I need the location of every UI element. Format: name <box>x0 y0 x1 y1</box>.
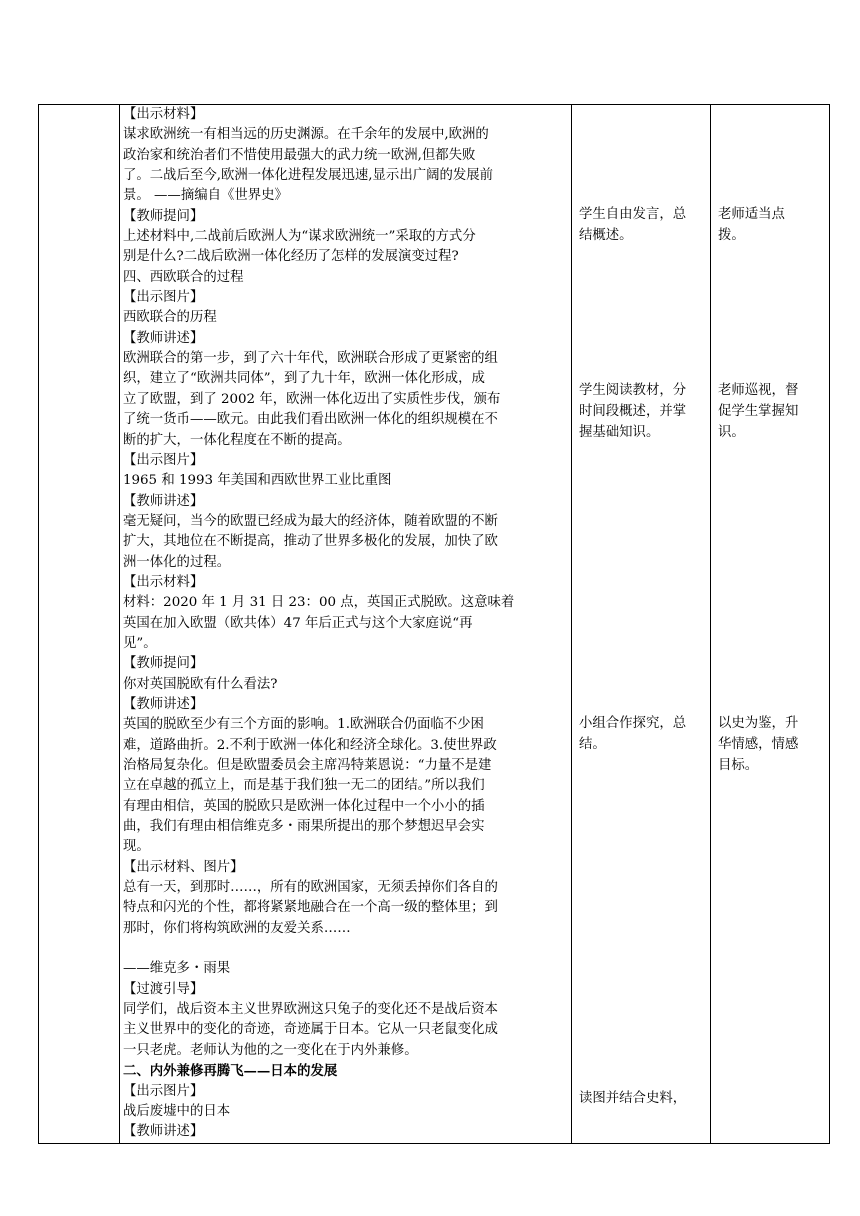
text-line: 【出示材料】 <box>123 107 204 122</box>
text-line: 【教师讲述】 <box>123 696 204 712</box>
section-heading: 二、内外兼修再腾飞——日本的发展 <box>123 1063 338 1080</box>
text-line: 时间段概述，并掌 <box>579 404 687 419</box>
text-line: 立在卓越的孤立上，而是基于我们独一无二的团结。”所以我们 <box>123 778 485 794</box>
text-line: 以史为鉴，升 <box>718 716 799 731</box>
text-line: 总有一天，到那时……，所有的欧洲国家，无须丢掉你们各自的 <box>123 880 498 896</box>
text-line: 华情感，情感 <box>718 737 799 752</box>
text-line: 【教师讲述】 <box>123 1124 204 1140</box>
text-line: 一只老虎。老师认为他的之一变化在于内外兼修。 <box>123 1042 418 1058</box>
text-line: 【教师提问】 <box>123 208 204 224</box>
text-line: 【出示图片】 <box>123 1083 204 1099</box>
teaching-content-cell <box>120 105 572 1144</box>
text-line: 政治家和统治者们不惜使用最强大的武力统一欧洲,但都失败 <box>123 147 476 163</box>
lesson-plan-table <box>38 104 830 1144</box>
text-line: 学生自由发言，总 <box>579 207 687 222</box>
text-line: 拨。 <box>718 228 745 243</box>
text-line: 读图并结合史料， <box>579 1091 687 1106</box>
text-line: 同学们，战后资本主义世界欧洲这只兔子的变化还不是战后资本 <box>123 1002 498 1018</box>
text-line: 洲一体化的过程。 <box>123 554 231 570</box>
text-line: 战后废墟中的日本 <box>123 1103 231 1119</box>
text-line: 织，建立了“欧洲共同体”，到了九十年，欧洲一体化形成，成 <box>123 371 485 387</box>
teacher-activity-2 <box>718 380 825 443</box>
text-line: 【出示图片】 <box>123 290 204 306</box>
text-line: 有理由相信，英国的脱欧只是欧洲一体化过程中一个小小的插 <box>123 798 485 814</box>
text-line: 小组合作探究，总 <box>579 716 687 731</box>
text-line: 结。 <box>579 737 606 752</box>
text-line: 景。 ——摘编自《世界史》 <box>123 188 288 204</box>
text-line: 扩大，其地位在不断提高，推动了世界多极化的发展，加快了欧 <box>123 534 498 550</box>
text-line: 毫无疑问，当今的欧盟已经成为最大的经济体，随着欧盟的不断 <box>123 513 498 529</box>
text-line: 那时，你们将构筑欧洲的友爱关系…… <box>123 920 351 936</box>
text-line: 治格局复杂化。但是欧盟委员会主席冯特莱恩说：“力量不是建 <box>123 758 492 773</box>
text-line: 【出示材料】 <box>123 574 204 590</box>
text-line: 老师适当点 <box>718 207 785 222</box>
text-line: 学生阅读教材，分 <box>579 383 687 398</box>
text-line: 了。二战后至今,欧洲一体化进程发展迅速,显示出广阔的发展前 <box>123 168 494 184</box>
teacher-activity-1 <box>718 204 825 246</box>
text-line: 【教师讲述】 <box>123 330 204 346</box>
text-line: 【出示材料、图片】 <box>123 859 244 875</box>
student-activity-2 <box>579 380 706 443</box>
text-line: 【过渡引导】 <box>123 981 204 997</box>
text-line: 【教师讲述】 <box>123 493 204 509</box>
text-line: 四、西欧联合的过程 <box>123 269 244 285</box>
text-line: 识。 <box>718 425 745 440</box>
text-line: 曲，我们有理由相信维克多・雨果所提出的那个梦想迟早会实 <box>123 819 485 835</box>
text-line: 老师巡视，督 <box>718 383 799 398</box>
text-line: 难，道路曲折。2.不利于欧洲一体化和经济全球化。3.使世界政 <box>123 737 497 753</box>
text-line: 别是什么?二战后欧洲一体化经历了怎样的发展演变过程? <box>123 249 459 265</box>
text-line: 见”。 <box>123 635 157 651</box>
text-line: 了统一货币——欧元。由此我们看出欧洲一体化的组织规模在不 <box>123 412 498 428</box>
text-line: 特点和闪光的个性，都将紧紧地融合在一个高一级的整体里；到 <box>123 900 498 916</box>
text-line: 结概述。 <box>579 228 633 243</box>
text-line <box>123 939 567 959</box>
text-line: 欧洲联合的第一步，到了六十年代，欧洲联合形成了更紧密的组 <box>123 351 498 367</box>
text-line: 主义世界中的变化的奇迹，奇迹属于日本。它从一只老鼠变化成 <box>123 1022 498 1038</box>
text-line: ——维克多・雨果 <box>123 961 231 977</box>
text-line: 促学生掌握知 <box>718 404 799 419</box>
text-line: 材料：2020 年 1 月 31 日 23：00 点，英国正式脱欧。这意味着 <box>123 595 515 611</box>
teaching-content-lines <box>123 105 567 1143</box>
text-line: 英国在加入欧盟（欧共体）47 年后正式与这个大家庭说“再 <box>123 615 473 631</box>
text-line: 1965 和 1993 年美国和西欧世界工业比重图 <box>123 473 392 489</box>
text-line: 握基础知识。 <box>579 425 660 440</box>
student-activity-cell <box>572 105 711 1144</box>
text-line: 西欧联合的历程 <box>123 310 217 326</box>
text-line: 现。 <box>123 839 150 855</box>
text-line: 【出示图片】 <box>123 452 204 468</box>
text-line: 立了欧盟，到了 2002 年，欧洲一体化迈出了实质性步伐，颁布 <box>123 391 501 407</box>
teacher-activity-cell <box>711 105 830 1144</box>
text-line: 目标。 <box>718 758 759 773</box>
student-activity-4 <box>579 1088 706 1109</box>
text-line: 英国的脱欧至少有三个方面的影响。1.欧洲联合仍面临不少困 <box>123 717 484 733</box>
student-activity-1 <box>579 204 706 246</box>
left-blank-column <box>39 105 120 1144</box>
teacher-activity-3 <box>718 713 825 776</box>
text-line: 谋求欧洲统一有相当远的历史渊源。在千余年的发展中,欧洲的 <box>123 127 489 143</box>
text-line: 你对英国脱欧有什么看法? <box>123 676 278 692</box>
student-activity-3 <box>579 713 706 755</box>
text-line: 断的扩大，一体化程度在不断的提高。 <box>123 432 351 448</box>
text-line: 【教师提问】 <box>123 656 204 672</box>
text-line: 上述材料中,二战前后欧洲人为“谋求欧洲统一”采取的方式分 <box>123 229 476 245</box>
